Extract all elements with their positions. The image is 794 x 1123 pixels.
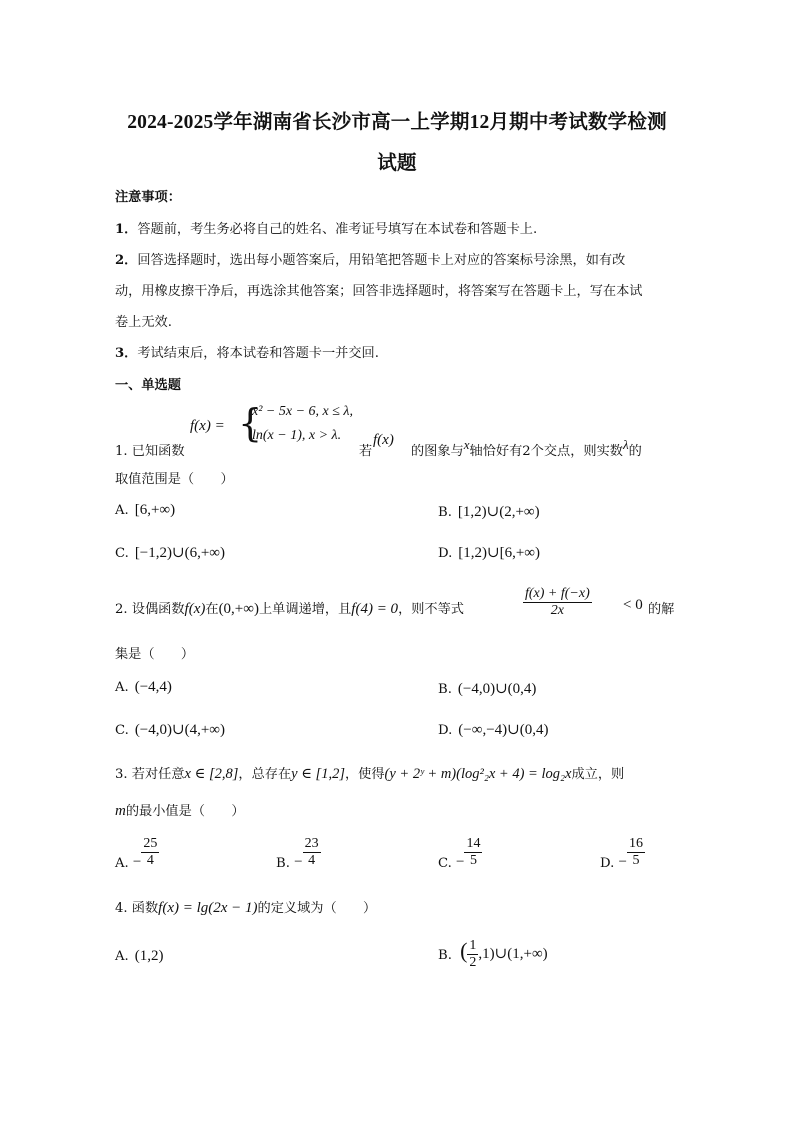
notice-item: 1．答题前，考生务必将自己的姓名、准考证号填写在本试卷和答题卡上. <box>115 222 538 237</box>
notice-item: 3．考试结束后，将本试卷和答题卡一并交回. <box>115 346 379 361</box>
q2-option-d[interactable]: D. (−∞,−4)∪(0,4) <box>438 722 549 738</box>
section-heading: 一、单选题 <box>115 378 181 393</box>
notice-item: 2．回答选择题时，选出每小题答案后，用铅笔把答题卡上对应的答案标号涂黑，如有改 <box>115 253 626 268</box>
q3-stem: 3. 若对任意x ∈ [2,8]，总存在y ∈ [1,2]，使得(y + 2ʸ + m)(log²₂x + 4) = log₂x成立，则 <box>115 766 625 782</box>
q3-option-c[interactable]: C. − $\frac{14}{5}$ <box>438 836 481 872</box>
q4-option-a[interactable]: A. (1,2) <box>115 948 164 964</box>
q1-option-d[interactable]: D. [1,2)∪[6,+∞) <box>438 545 540 561</box>
q3-option-a[interactable]: A. − $\frac{25}{4}$ <box>115 836 158 872</box>
page-title: 2024-2025学年湖南省长沙市高一上学期12月期中考试数学检测 <box>127 112 667 133</box>
q2-fraction: $\frac{f(x) + f(-x)}{2x}$ <box>525 586 590 619</box>
q1-option-b[interactable]: B. [1,2)∪(2,+∞) <box>438 504 540 520</box>
q2-option-a[interactable]: A. (−4,4) <box>115 679 172 695</box>
q3-option-d[interactable]: D. − $\frac{16}{5}$ <box>600 836 643 872</box>
q1-option-c[interactable]: C. [−1,2)∪(6,+∞) <box>115 545 225 561</box>
page-title-line2: 试题 <box>377 153 417 174</box>
q1-option-a[interactable]: A. [6,+∞) <box>115 502 176 518</box>
q1-stem: 1. 已知函数 <box>115 444 185 459</box>
q4-option-b[interactable]: B. ( $\frac{1}{2}$ ,1)∪(1,+∞) <box>438 938 548 971</box>
q2-stem: 2. 设偶函数f(x)在(0,+∞)上单调递增，且f(4) = 0，则不等式 <box>115 601 464 617</box>
q2-option-c[interactable]: C. (−4,0)∪(4,+∞) <box>115 722 225 738</box>
q3-option-b[interactable]: B. − $\frac{23}{4}$ <box>276 836 319 872</box>
notice-item: 卷上无效. <box>115 315 172 330</box>
q1-func-lhs: f(x) = <box>190 418 225 434</box>
q1-case1: x² − 5x − 6, x ≤ λ, <box>252 404 353 419</box>
exam-page: 2024-2025学年湖南省长沙市高一上学期12月期中考试数学检测 试题 注意事项： 1．答题前，考生务必将自己的姓名、准考证号填写在本试卷和答题卡上. 2．回答选择题时，选出每小题答案后，用铅笔把答题卡上对应的答案标号涂黑，如有改 动，用橡皮擦干净后，再选涂其他答案；回答非选择题时，将答案写在答题卡上，写在本试 卷上无效. 3．考试结束后，将本试卷和答题卡一并交回. 一、单选题 f(x) = { x² − 5x − 6, x ≤ λ, ln(x − 1), x > λ. 1. 已知函数 若 f(x) 的图象与x轴恰好有2个交点，则实数λ的 取值范围是（ ） A. [6,+∞) B. [1,2)∪(2,+∞) C. [−1,2)∪(6,+∞) D. [1,2)∪[6,+∞) 2. 设偶函数f(x)在(0,+∞)上单调递增，且f(4) = 0，则不等式 $\frac{f(x) + f(-x)}{2x}$ < 0 的解 集是（ ） A. (−4,4) B. (−4,0)∪(0,4) C. (−4,0)∪(4,+∞) D. (−∞,−4)∪(0,4) 3. 若对任意x ∈ [2,8]，总存在y ∈ [1,2]，使得(y + 2ʸ + m)(log²₂x + 4) = log₂x成立，则 m的最小值是（ ） A. − $\frac{25}{4}$ B. − $\frac{23}{4}$ C. − $\frac{14}{5}$ D. − $\frac{16}{5}$ 4. 函数f(x) = lg(2x − 1)的定义域为（ ） A. (1,2) B. ( $\frac{1}{2}$ ,1)∪(1,+∞) <box>0 0 794 1123</box>
q1-case2: ln(x − 1), x > λ. <box>252 428 342 443</box>
q1-brace: { <box>238 401 263 445</box>
q4-stem: 4. 函数f(x) = lg(2x − 1)的定义域为（ ） <box>115 900 377 916</box>
notice-heading: 注意事项： <box>115 190 181 205</box>
q2-option-b[interactable]: B. (−4,0)∪(0,4) <box>438 681 537 697</box>
notice-item: 动，用橡皮擦干净后，再选涂其他答案；回答非选择题时，将答案写在答题卡上，写在本试 <box>115 284 643 299</box>
